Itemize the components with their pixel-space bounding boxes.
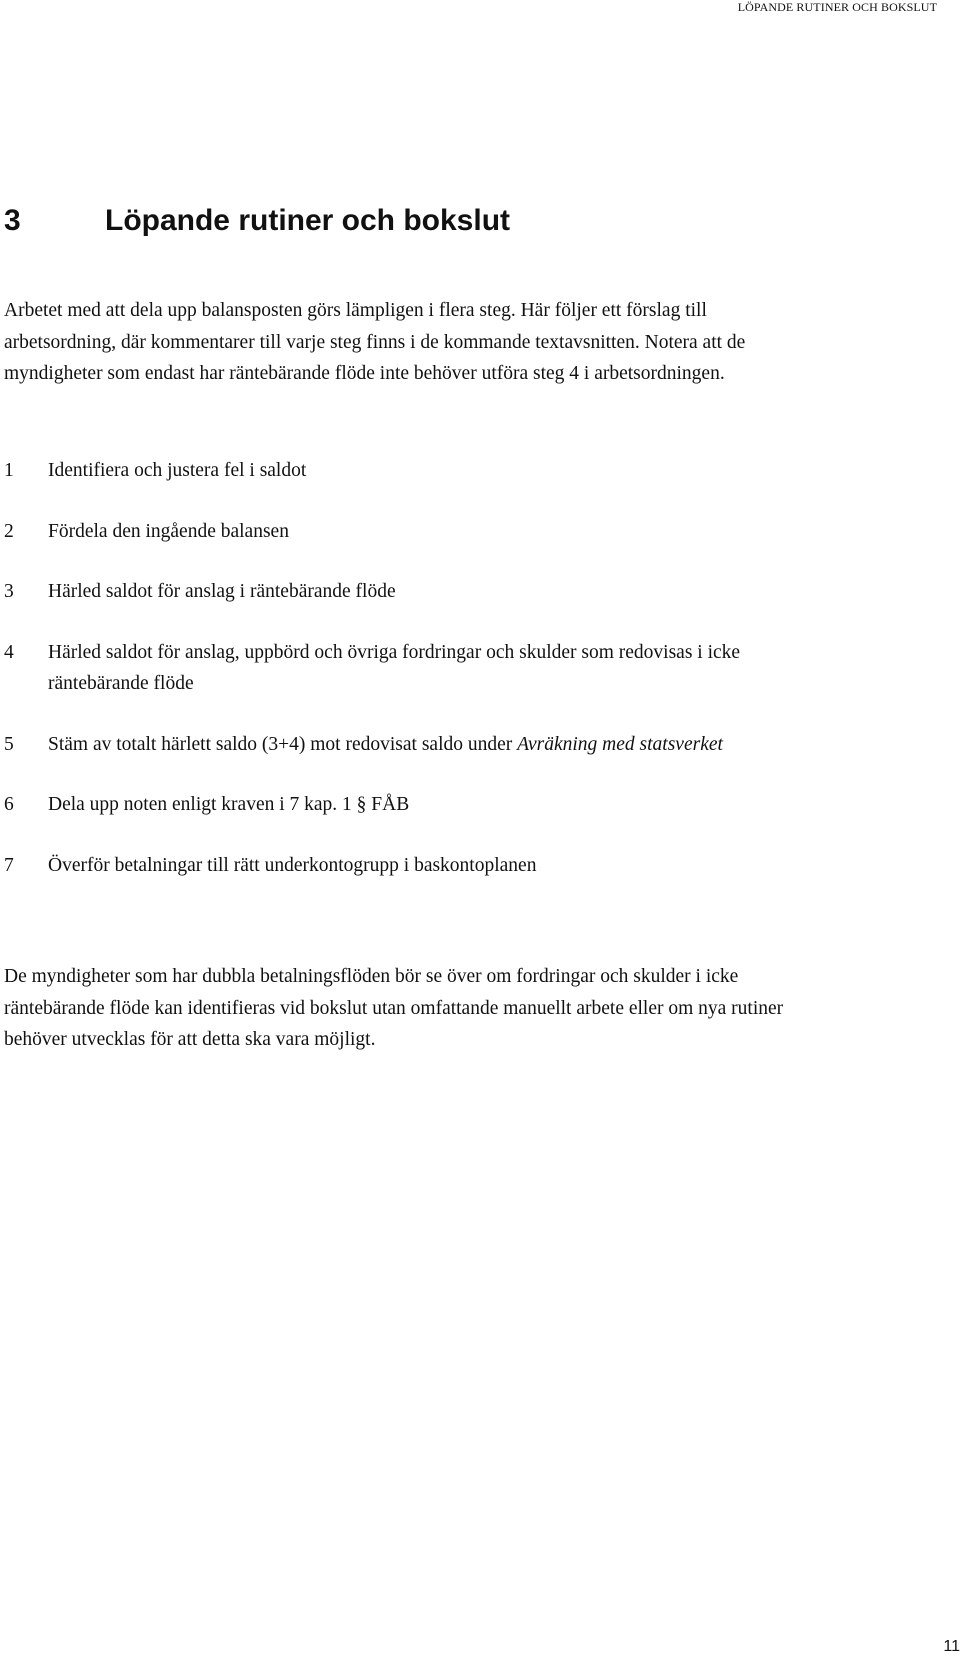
list-item [4, 576, 764, 608]
list-item [4, 516, 764, 548]
step-text: Överför betalningar till rätt underkontogrupp i baskontoplanen [48, 854, 537, 876]
step-text: Härled saldot för anslag, uppbörd och övriga fordringar och skulder som redovisas i icke räntebärande flöde [48, 641, 741, 694]
closing-paragraph: De myndigheter som har dubbla betalningsflöden bör se över om fordringar och skulder i icke räntebärande flöde kan identifieras vid bokslut utan omfattande manuellt arbete eller om nya rutiner behöver utvecklas för att detta ska vara möjligt. [4, 966, 784, 1050]
step-number: 6 [4, 794, 14, 815]
step-number: 4 [4, 641, 14, 663]
list-item [4, 455, 764, 487]
step-text-italic: Avräkning med statsverket [517, 733, 723, 755]
list-item [4, 789, 764, 821]
step-text: Stäm av totalt härlett saldo (3+4) mot redovisat saldo under [48, 733, 518, 755]
step-text: Härled saldot för anslag i räntebärande flöde [48, 581, 396, 602]
step-number: 1 [4, 460, 14, 481]
step-list [4, 455, 764, 910]
step-text: Dela upp noten enligt kraven i 7 kap. 1 § FÅB [48, 794, 410, 815]
page-number: 11 [943, 1638, 960, 1655]
intro-paragraph: Arbetet med att dela upp balansposten görs lämpligen i flera steg. Här följer ett förslag till arbetsordning, där kommentarer till varje steg finns i de kommande textavsnitten. Notera att de myndigheter som endast har räntebärande flöde inte behöver utföra steg 4 i arbetsordningen. [4, 300, 746, 384]
step-text: Identifiera och justera fel i saldot [48, 460, 307, 481]
step-number: 7 [4, 854, 14, 876]
step-number: 5 [4, 733, 14, 755]
list-item [4, 729, 764, 761]
list-item [4, 850, 764, 882]
step-number: 2 [4, 520, 14, 542]
chapter-title: Löpande rutiner och bokslut [105, 204, 511, 237]
chapter-heading [4, 201, 510, 241]
chapter-number: 3 [4, 204, 21, 237]
step-text-wrapper [48, 729, 764, 761]
running-header: LÖPANDE RUTINER OCH BOKSLUT [737, 0, 937, 14]
step-text: Fördela den ingående balansen [48, 520, 289, 542]
list-item [4, 637, 764, 700]
step-number: 3 [4, 581, 14, 602]
